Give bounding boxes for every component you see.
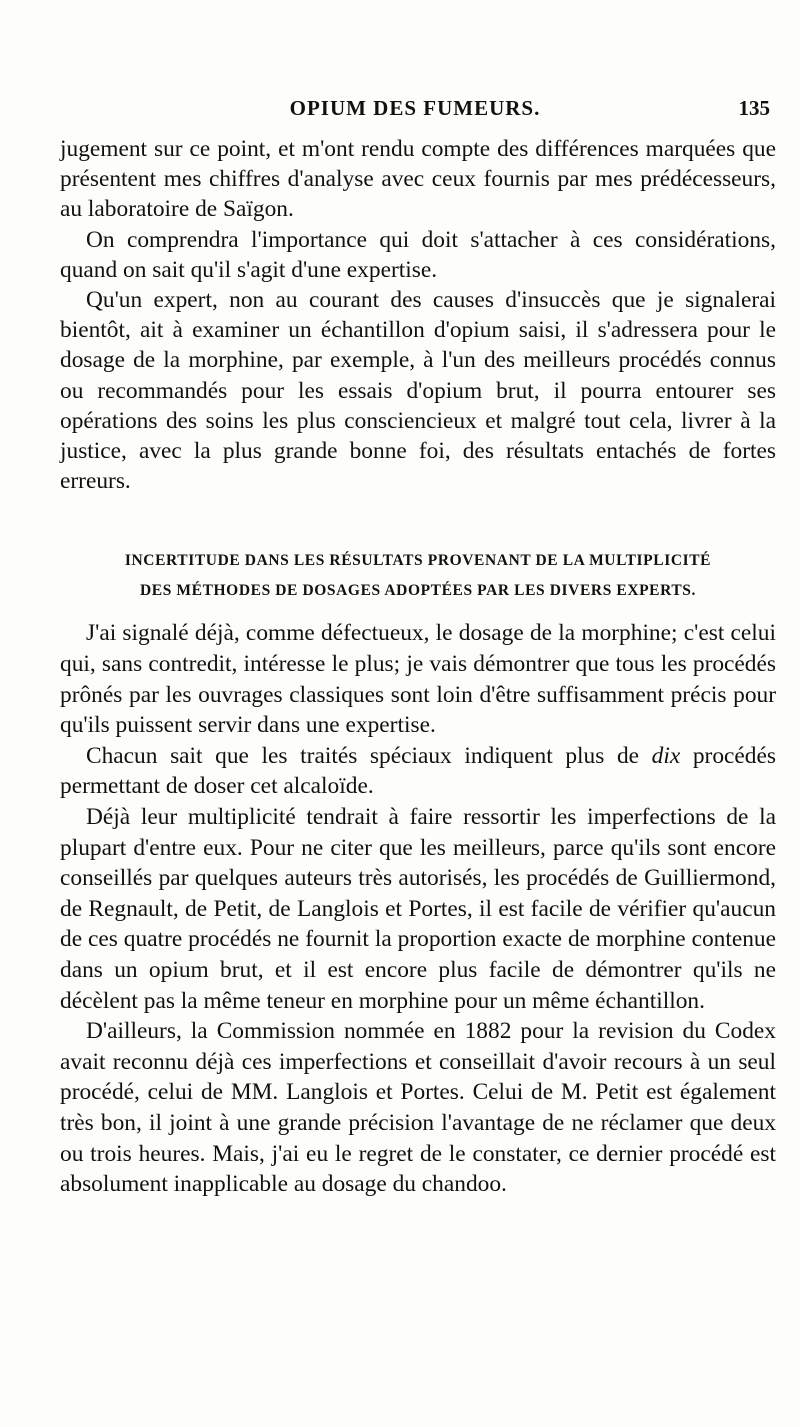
paragraph: On comprendra l'importance qui doit s'attacher à ces considérations, quand on sait qu'il s'agit d'une expertise. — [60, 226, 776, 283]
running-head — [60, 96, 770, 126]
paragraph: Qu'un expert, non au courant des causes d'insuccès que je signalerai bientôt, ait à examiner un échantillon d'opium saisi, il s'adressera pour le dosage de la morphine, par exemple, à l'un des meilleurs procédés connus ou recommandés pour les essais d'opium brut, il pourra entourer ses opérations des soins les plus consciencieux et malgré tout cela, livrer à la justice, avec la plus grande bonne foi, des résultats entachés de fortes erreurs. — [60, 287, 776, 495]
paragraph-text: Chacun sait que les traités spéciaux indiquent plus de — [86, 742, 640, 769]
section-heading — [60, 546, 776, 606]
page-number: 135 — [738, 96, 770, 120]
paragraph: D'ailleurs, la Commission nommée en 1882 pour la revision du Codex avait reconnu déjà ces imperfections et conseillait d'avoir recours à un seul procédé, celui de MM. Langlois et Portes. Celui de M. Petit est également très bon, il joint à une grande précision l'avantage de ne réclamer que deux ou trois heures. Mais, j'ai eu le regret de le constater, ce dernier procédé est absolument inapplicable au dosage du chandoo. — [60, 1018, 776, 1198]
section-body — [60, 618, 776, 1199]
section-heading-line: INCERTITUDE DANS LES RÉSULTATS PROVENANT DE LA MULTIPLICITÉ — [124, 552, 712, 570]
body-text — [60, 134, 776, 1200]
paragraph-text: procédés permettant de doser cet alcaloïde. — [60, 742, 776, 800]
paragraph — [60, 741, 776, 802]
paragraph-continuation: jugement sur ce point, et m'ont rendu compte des différences marquées que présentent mes chiffres d'analyse avec ceux fournis par mes prédécesseurs, au laboratoire de Saïgon. — [60, 136, 776, 223]
running-title: OPIUM DES FUMEURS. — [289, 96, 541, 120]
paragraph: J'ai signalé déjà, comme défectueux, le dosage de la morphine; c'est celui qui, sans contredit, intéresse le plus; je vais démontrer que tous les procédés prônés par les ouvrages classiques sont loin d'être suffisamment précis pour qu'ils puissent servir dans une expertise. — [60, 620, 776, 739]
paragraph: Déjà leur multiplicité tendrait à faire ressortir les imperfections de la plupart d'entre eux. Pour ne citer que les meilleurs, parce qu'ils sont encore conseillés par quelques auteurs très autorisés, les procédés de Guilliermond, de Regnault, de Petit, de Langlois et Portes, il est facile de vérifier qu'aucun de ces quatre procédés ne fournit la proportion exacte de morphine contenue dans un opium brut, et il est encore plus facile de démontrer qu'ils ne décèlent pas la même teneur en morphine pour un même échantillon. — [60, 804, 776, 1014]
section-heading-line: DES MÉTHODES DE DOSAGES ADOPTÉES PAR LES DIVERS EXPERTS. — [139, 582, 697, 600]
emphasis-text: dix — [651, 742, 681, 769]
